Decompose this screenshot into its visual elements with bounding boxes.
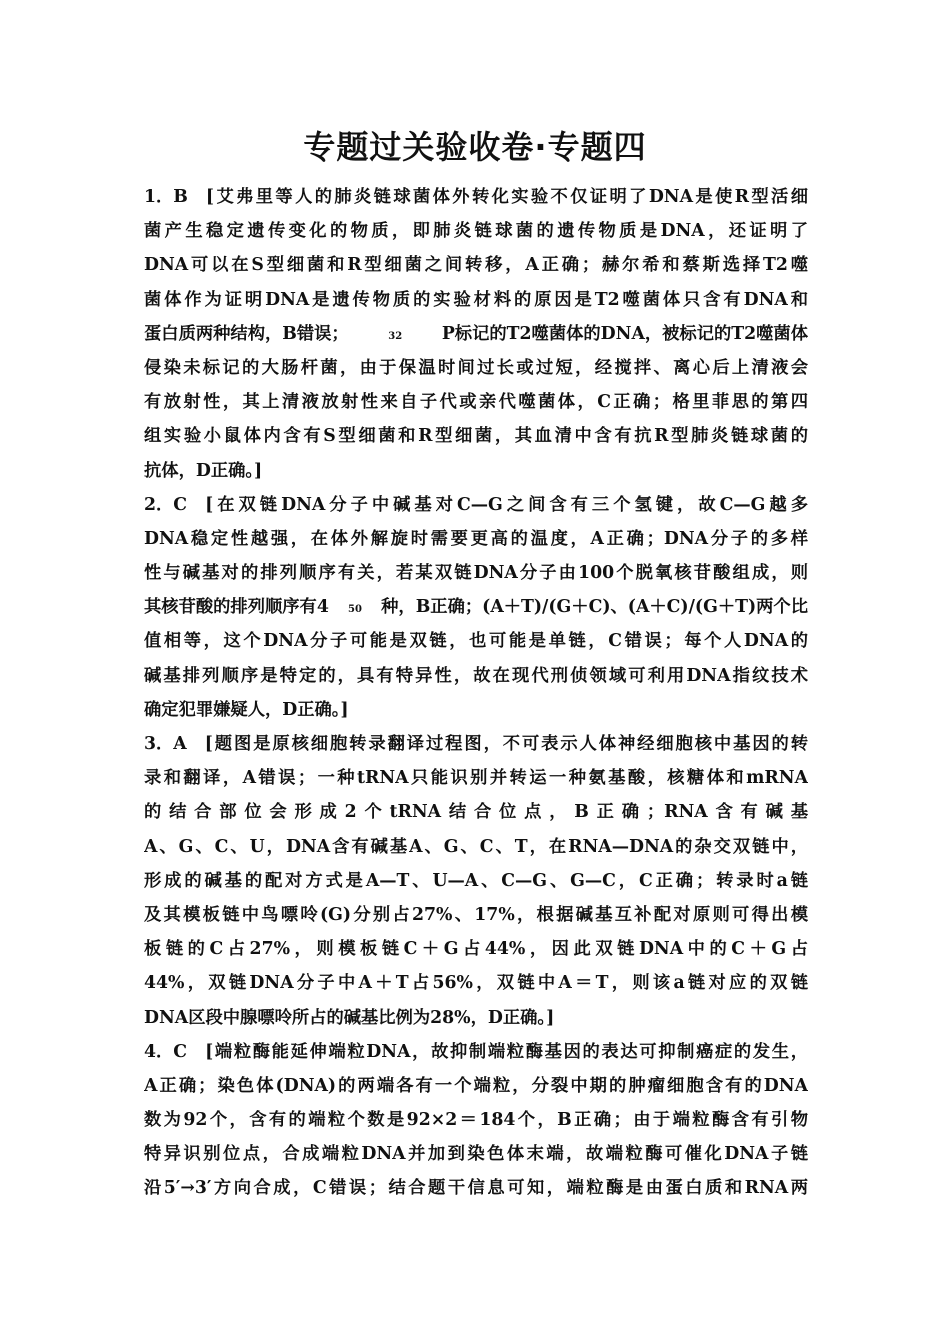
page-title: 专题过关验收卷·专题四 [303, 128, 647, 166]
answer-2-line-1: 2．C [在双链DNA分子中碱基对C—G之间含有三个氢键，故C—G越多 [144, 488, 808, 522]
answer-3-line-1: 3．A [题图是原核细胞转录翻译过程图，不可表示人体神经细胞核中基因的转 [144, 727, 808, 761]
answer-3-line-3: 的结合部位会形成2个tRNA结合位点，B正确；RNA含有碱基 [144, 802, 808, 823]
answer-1-line-8: 组实验小鼠体内含有S型细菌和R型细菌，其血清中含有抗R型肺炎链球菌的 [144, 426, 808, 447]
answer-1-line-2: 菌产生稳定遗传变化的物质，即肺炎链球菌的遗传物质是DNA，还证明了 [144, 221, 808, 242]
answer-2-line-7: 确定犯罪嫌疑人，D正确。] [144, 699, 349, 720]
answer-1-line-4: 菌体作为证明DNA是遗传物质的实验材料的原因是T2噬菌体只含有DNA和 [144, 289, 808, 310]
answer-2-line-5: 值相等，这个DNA分子可能是双链，也可能是单链，C错误；每个人DNA的 [144, 631, 808, 652]
answer-content [144, 180, 808, 1206]
answer-1-line-1: 1．B [艾弗里等人的肺炎链球菌体外转化实验不仅证明了DNA是使R型活细 [144, 180, 808, 214]
answer-3-line-8: 44%，双链DNA分子中A＋T占56%，双链中A＝T，则该a链对应的双链 [144, 973, 808, 994]
answer-3-line-6: 及其模板链中鸟嘌呤(G)分别占27%、17%，根据碱基互补配对原则可得出模 [144, 904, 808, 925]
answer-3-line-2: 录和翻译，A错误；一种tRNA只能识别并转运一种氨基酸，核糖体和mRNA [144, 768, 808, 789]
answer-2-line-4: 其核苷酸的排列顺序有4 50 种，B正确；(A＋T)/(G＋C)、(A＋C)/(G＋T)两个比 [144, 597, 808, 618]
answer-3-line-7: 板链的C占27%，则模板链C＋G占44%，因此双链DNA中的C＋G占 [144, 939, 808, 960]
answer-number: 2．C [144, 494, 188, 515]
answer-4-line-5: 沿5′→3′方向合成，C错误；结合题干信息可知，端粒酶是由蛋白质和RNA两 [144, 1178, 808, 1199]
answer-4-line-2: A正确；染色体(DNA)的两端各有一个端粒，分裂中期的肿瘤细胞含有的DNA [144, 1075, 808, 1096]
answer-1-line-9: 抗体，D正确。] [144, 460, 263, 481]
answer-1-line-6: 侵染未标记的大肠杆菌，由于保温时间过长或过短，经搅拌、离心后上清液会 [144, 357, 808, 378]
answer-4-line-1: 4．C [端粒酶能延伸端粒DNA，故抑制端粒酶基因的表达可抑制癌症的发生， [144, 1035, 808, 1069]
answer-number: 3．A [144, 734, 187, 754]
answer-number: 4．C [144, 1041, 188, 1062]
answer-2-line-2: DNA稳定性越强，在体外解旋时需要更高的温度，A正确；DNA分子的多样 [144, 528, 808, 549]
answer-2-line-3: 性与碱基对的排列顺序有关，若某双链DNA分子由100个脱氧核苷酸组成，则 [144, 563, 808, 584]
answer-1-line-5: 蛋白质两种结构，B错误； 32 P标记的T2噬菌体的DNA，被标记的T2噬菌体 [144, 323, 808, 344]
answer-4-line-3: 数为92个，含有的端粒个数是92×2＝184个，B正确；由于端粒酶含有引物 [144, 1110, 808, 1131]
answer-4-line-4: 特异识别位点，合成端粒DNA并加到染色体末端，故端粒酶可催化DNA子链 [144, 1144, 808, 1165]
answer-1-line-3: DNA可以在S型细菌和R型细菌之间转移，A正确；赫尔希和蔡斯选择T2噬 [144, 255, 808, 276]
answer-1-line-7: 有放射性，其上清液放射性来自子代或亲代噬菌体，C正确；格里菲思的第四 [144, 392, 808, 413]
answer-2-line-6: 碱基排列顺序是特定的，具有特异性，故在现代刑侦领域可利用DNA指纹技术 [144, 665, 808, 686]
answer-3-line-9: DNA区段中腺嘌呤所占的碱基比例为28%，D正确。] [144, 1007, 555, 1028]
answer-3-line-5: 形成的碱基的配对方式是A—T、U—A、C—G、G—C，C正确；转录时a链 [144, 870, 808, 891]
answer-number: 1．B [144, 187, 188, 207]
answer-3-line-4: A、G、C、U，DNA含有碱基A、G、C、T，在RNA—DNA的杂交双链中， [144, 836, 808, 857]
